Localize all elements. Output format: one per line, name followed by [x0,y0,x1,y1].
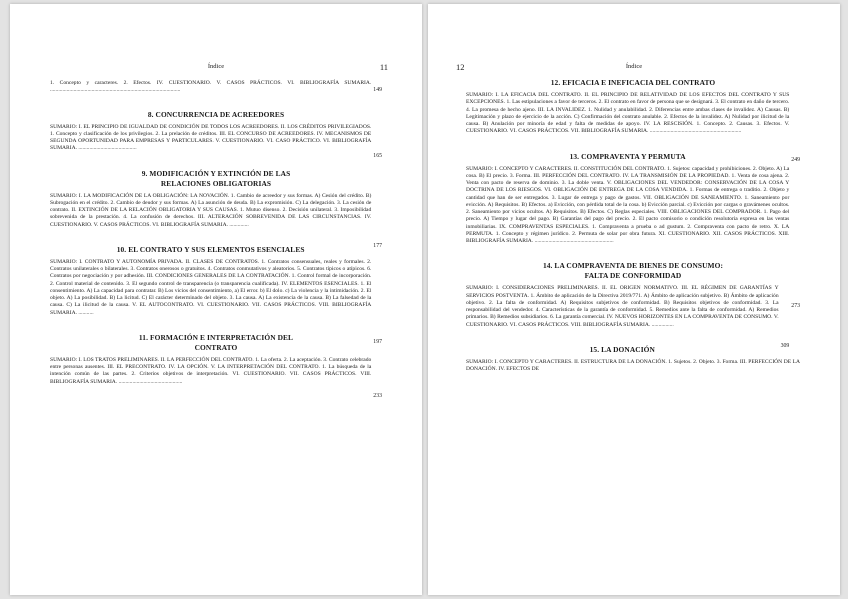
toc-entry-summary: 177 SUMARIO: I. LA MODIFICACIÓN DE LA OBLIGACIÓN: LA NOVACIÓN. 1. Cambio de acreedor y sus formas. A) Cesión del crédito. B) Subrogación en el crédito. 2. Cambio de deudor y sus formas. A) La asunción de deuda. B) La expromisión. C) La delegación. 3. La cesión de contrato. II. EXTINCIÓN DE LA RELACIÓN OBLIGATORIA Y SUS CAUSAS. 1. Mutuo disenso. 2. Decisión unilateral. 3. Imposibilidad sobrevenida de la prestación. 4. La confusión de derechos. III. ALTERACIÓN SOBREVENIDA DE LAS CIRCUNSTANCIAS. IV. CUESTIONARIO. V. CASOS PRÁCTICOS. VI. BIBLIOGRAFÍA SUMARIA. .............. [50,192,382,250]
toc-page-ref: 249 [791,157,800,164]
chapter-title: 9. MODIFICACIÓN Y EXTINCIÓN DE LAS RELACIONES OBLIGATORIAS [141,168,291,188]
toc-page-ref: 233 [373,393,382,399]
running-head-title: Índice [207,63,225,70]
running-header [428,62,840,74]
toc-entry-summary: 273 SUMARIO: I. CONCEPTO Y CARACTERES. II. CONSTITUCIÓN DEL CONTRATO. 1. Sujetos: capacidad y prohibiciones. 2. Objeto. A) La cosa. B) El precio. 3. Forma. III. PERFECCIÓN DEL CONTRATO. IV. LA TRANSMISIÓN DE LA PROPIEDAD. 1. Venta de cosa ajena. 2. Venta con pacto de reserva de dominio. 3. La doble venta. V. OBLIGACIONES DEL VENDEDOR: CONSERVACIÓN DE LA COSA Y DOCTRINA DE LOS RIESGOS. VI. OBLIGACIÓN DE ENTREGA DE LA COSA VENDIDA. 1. Formas de entrega o traditio. 2. Objeto y cantidad que han de ser entregados. 3. Lugar de entrega y pago de gastos. VII. OBLIGACIÓN DE SANEAMIENTO. 1. Saneamiento por evicción. A) Requisitos. B) Efectos. a) Evicción, con pérdida total de la cosa. b) Evicción parcial. c) Evicción por cargas o gravámenes ocultos. 2. Saneamiento por vicios ocultos. A) Requisitos. B) Efectos. C) Reglas especiales. VIII. OBLIGACIONES DEL COMPRADOR. 1. Pago del precio. A) Tiempo y lugar del pago. B) Garantías del pago del precio. 2. El pacto comisorio o condición resolutoria expresa en las ventas inmobiliarias. IX. COMPRAVENTAS ESPECIALES. 1. Compraventa a prueba o ad gustum. 2. Compraventa con pacto de retro. X. LA PERMUTA. 1. Concepto y régimen jurídico. 2. Permuta de solar por obra futura. XI. CUESTIONARIO. XII. CASOS PRÁCTICOS. XIII. BIBLIOGRAFÍA SUMARIA. ......................................................... [466,165,800,310]
toc-page-ref: 273 [791,303,800,310]
toc-page-ref: 177 [373,243,382,250]
toc-content [50,80,382,400]
toc-entry-summary: 165 SUMARIO: I. EL PRINCIPIO DE IGUALDAD DE CONDICIÓN DE TODOS LOS ACREEDORES. II. LOS CRÉDITOS PRIVILEGIADOS. 1. Concepto y clasificación de los privilegios. 2. La prelación de créditos. III. EL CONCURSO DE ACREEDORES. IV. MECANISMOS DE SEGUNDA OPORTUNIDAD PARA EMPRESAS Y PARTICULARES. V. CUESTIONARIO. VI. CASO PRÁCTICO. VI. BIBLIOGRAFÍA SUMARIA. .......................................... [50,123,382,159]
toc-entry-summary: 149 1. Concepto y caracteres. 2. Efectos. IV. CUESTIONARIO. V. CASOS PRÁCTICOS. VI. BIBLIOGRAFÍA SUMARIA. .............................................................................................. [50,80,382,94]
page-number: 11 [379,62,388,72]
page-left [10,4,422,595]
running-head-title: Índice [625,63,643,70]
toc-entry-summary: 233 SUMARIO: I. LOS TRATOS PRELIMINARES. II. LA PERFECCIÓN DEL CONTRATO. 1. La oferta. 2. La aceptación. 3. Contrato celebrado entre personas ausentes. III. EL PRECONTRATO. IV. LA OPCIÓN. V. LA INTERPRETACIÓN DEL CONTRATO. 1. La búsqueda de la intención común de las partes. 2. Criterios objetivos de interpretación. VI. CUESTIONARIO. VII. CASOS PRÁCTICOS. VIII. BIBLIOGRAFÍA SUMARIA. .............................................. [50,356,382,399]
chapter-title: 11. FORMACIÓN E INTERPRETACIÓN DEL CONTRATO [138,332,294,352]
toc-entry [466,345,800,374]
chapter-title: 15. LA DONACIÓN [589,344,655,354]
toc-content [466,80,800,373]
toc-page-ref: 149 [373,87,382,94]
page-number: 12 [456,62,465,72]
chapter-title: 10. EL CONTRATO Y SUS ELEMENTOS ESENCIALES [116,244,305,254]
toc-entry-summary: SUMARIO: I. CONCEPTO Y CARACTERES. II. ESTRUCTURA DE LA DONACIÓN. 1. Sujetos. 2. Objeto. 3. Forma. III. PERFECCIÓN DE LA DONACIÓN. IV. EFECTOS DE [466,358,800,372]
toc-entry-summary: 309 SUMARIO: I. CONSIDERACIONES PRELIMINARES. II. EL ORIGEN NORMATIVO. III. EL RÉGIMEN DE GARANTÍAS Y SERVICIOS POSTVENTA. 1. Ámbito de aplicación de la Directiva 2019/771. A) Ámbito de aplicación subjetivo. B) Ámbito de aplicación objetivo. 2. La falta de conformidad. A) Requisitos subjetivos de conformidad. B) Requisitos objetivos de conformidad. 3. La responsabilidad del vendedor. 4. Características de la garantía de conformidad. 5. Remedios ante la falta de conformidad. A) Remedios primarios. B) Remedios subsidiarios. 6. La garantía comercial. IV. NUEVOS HORIZONTES EN LA COMPRAVENTA DE CONSUMO. V. CUESTIONARIO. VI. CASOS PRÁCTICOS. VIII. BIBLIOGRAFÍA SUMARIA. ................ [466,285,790,350]
toc-page-ref: 309 [780,343,790,350]
toc-page-ref: 165 [373,152,382,159]
toc-entry-summary: 197 SUMARIO: I. CONTRATO Y AUTONOMÍA PRIVADA. II. CLASES DE CONTRATOS. 1. Contratos consensuales, reales y formales. 2. Contratos unilaterales o bilaterales. 3. Contratos onerosos o gratuitos. 4. Contratos conmutativos y aleatorios. 5. Contratos típicos o atípicos. 6. Contratos por negociación y por adhesión. III. CONDICIONES GENERALES DE LA CONTRATACIÓN. 1. Control formal de incorporación. 2. Control material de contenido. 3. El segundo control de transparencia (o transparencia cualificada). IV. ELEMENTOS ESENCIALES. 1. El consentimiento. A) La capacidad para contratar. B) Los vicios del consentimiento, a) El error. b) El dolo. c) La violencia y la intimidación. 2. El objeto. A) La posibilidad. B) La licitud. C) El carácter determinado del objeto. 3. La causa. A) La existencia de la causa. B) La falsedad de la causa. C) La ilicitud de la causa. V. EL AUTOCONTRATO. VI. CUESTIONARIO. VII. CASOS PRÁCTICOS. VIII. BIBLIOGRAFÍA SUMARIA. ........... [50,258,382,345]
chapter-title: 8. CONCURRENCIA DE ACREEDORES [147,109,285,119]
page-right [428,4,840,595]
toc-entry-summary: 249 SUMARIO: I. LA EFICACIA DEL CONTRATO. II. EL PRINCIPIO DE RELATIVIDAD DE LOS EFECTOS DEL CONTRATO Y SUS EXCEPCIONES. 1. Las estipulaciones a favor de terceros. 2. El contrato en favor de persona que se designará. 3. El contrato en daño de tercero. 4. La promesa de hecho ajeno. III. LA INVALIDEZ. 1. Nulidad y anulabilidad. 2. Diferencias entre ambas clases de invalidez. A) Causas. B) Legitimación y plazo de ejercicio de la acción. C) Confirmación del contrato anulable. 2. Efectos de la invalidez. A) Nulidad por ilicitud de la causa. B) Anulación por minoría de edad y falta de medidas de apoyo. IV. LA RESCISIÓN. 1. Concepto. 2. Causas. 3. Efectos. V. CUESTIONARIO. VI. CASOS PRÁCTICOS. VII. BIBLIOGRAFÍA SUMARIA. .................................................................. [466,92,800,164]
running-header [10,62,422,74]
chapter-title: 12. EFICACIA E INEFICACIA DEL CONTRATO [550,78,716,87]
toc-entry [50,109,382,159]
toc-entry [50,332,382,399]
toc-entry [50,80,382,95]
chapter-title: 14. LA COMPRAVENTA DE BIENES DE CONSUMO: FALTA DE CONFORMIDAD [542,261,724,281]
toc-page-ref: 197 [373,338,382,345]
chapter-title: 13. COMPRAVENTA Y PERMUTA [569,151,686,161]
